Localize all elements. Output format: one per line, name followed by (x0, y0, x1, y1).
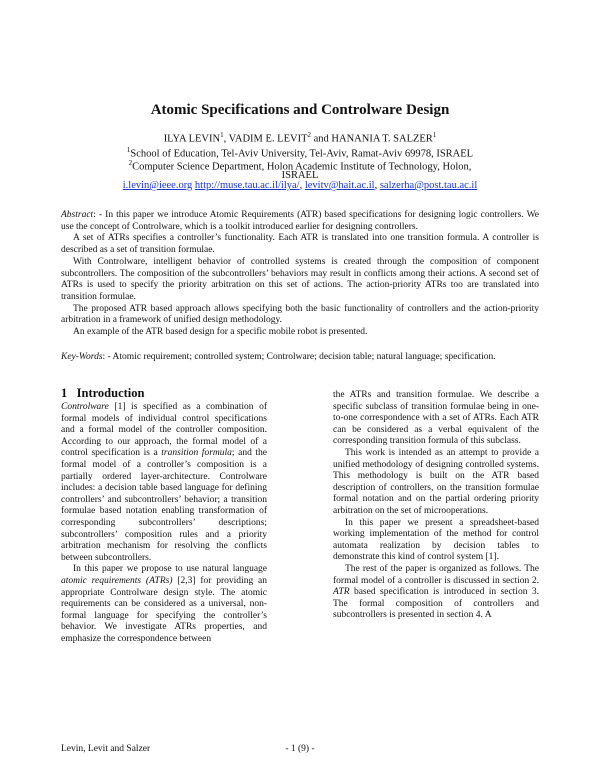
term-transition-formula: transition formula (161, 448, 232, 459)
abstract-p4: The proposed ATR based approach allows specifying both the basic functionality of controllers and the action-priority arbitration in a framework of unified design methodology. (61, 303, 539, 326)
abstract-p1-text: : - In this paper we introduce Atomic Requirements (ATR) based specifications for designing logic controllers. We use the concept of Controlware, which is a toolkit introduced earlier for designing controllers. (61, 210, 539, 232)
affil-1-text: School of Education, Tel-Aviv University, Tel-Aviv, Ramat-Aviv 69978, ISRAEL (130, 148, 474, 160)
affil-2-sup: 2 (128, 159, 133, 167)
abstract-label: Abstract (61, 210, 94, 220)
keywords-label: Key-Words (61, 352, 103, 362)
abstract-p5: An example of the ATR based design for a specific mobile robot is presented. (73, 327, 368, 338)
author-2-sup: 2 (307, 131, 311, 139)
left-p2-a: In this paper we propose to use natural language (73, 564, 267, 575)
keywords (61, 352, 539, 364)
email-link-3[interactable]: salzerha@post.tau.ac.il (379, 180, 478, 191)
author-3-sup: 1 (432, 131, 437, 139)
section-number: 1 (61, 386, 68, 400)
section-heading (61, 386, 144, 401)
left-p1 (61, 402, 267, 564)
right-column (333, 390, 539, 622)
right-p4-b: based specification is introduced in section 3. The formal composition of controllers and subcontrollers is presented in section 4. A (333, 587, 539, 621)
term-atr: atomic requirements (ATRs) (61, 575, 173, 586)
affiliation-2-cont: ISRAEL (281, 170, 319, 181)
left-p2-b: [2,3] for providing an appropriate Controlware design style. The atomic requirements can be considered as a universal, non-formal language for specifying the controller’s behavior. We investigate ATRs properties, and emphasize the correspondence between (61, 575, 267, 644)
right-p2: This work is intended as an attempt to provide a unified methodology of designing controlled systems. This methodology is built on the ATR based description of controllers, on the transition formulae formal notation and on the partial ordering priority arbitration on the set of microoperations. (333, 447, 539, 516)
author-2: , VADIM E. LEVIT (223, 133, 308, 145)
right-p4-a: The rest of the paper is organized as follows. The formal model of a controller is discussed in section 2. (333, 563, 539, 586)
footer-authors: Levin, Levit and Salzer (61, 744, 151, 754)
right-p4 (333, 564, 539, 622)
abstract-block (61, 210, 539, 339)
author-1-sup: 1 (220, 131, 224, 139)
abstract-p1 (61, 210, 539, 233)
section-title: Introduction (76, 386, 145, 400)
abstract-p2: A set of ATRs specifies a controller’s functionality. Each ATR is translated into one transition formula. A controller is described as a set of transition formulae. (61, 233, 539, 256)
left-p2 (61, 564, 267, 645)
email-link-1[interactable]: i.levin@ieee.org (122, 180, 193, 191)
abstract-p3: With Controlware, intelligent behavior of controlled systems is created through the composition of component subcontrollers. The composition of the subcontrollers’ behaviors may result in conflicts among their actions. A second set of ATRs is used to specify the priority arbitration on this set of actions. The action-priority ATRs too are translated into transition formulae. (61, 256, 539, 302)
homepage-link[interactable]: http://muse.tau.ac.il/ilya/ (194, 180, 300, 191)
term-controlware: Controlware (61, 402, 109, 412)
author-1: ILYA LEVIN (163, 133, 221, 145)
affil-1-sup: 1 (126, 146, 131, 154)
affil-2-text: Computer Science Department, Holon Academic Institute of Technology, Holon, (132, 161, 472, 173)
footer-page-number: - 1 (9) - (285, 744, 315, 754)
left-p1-b: ; and the formal model of a controller’s composition is a partially ordered layer-architecture. Controlware includes: a decision table based language for defining controllers’ and subcontrollers’ behavior; a transition formulae based notation enabling transformation of corresponding subcontrollers’ descriptions; subcontrollers’ composition rules and a priority arbitration mechanism for resolving the conflicts between subcontrollers. (61, 448, 267, 563)
left-p1-a: [1] is specified as a combination of formal models of individual control specifications and a formal model of the controller composition. According to our approach, the formal model of a control specification is a (61, 402, 267, 459)
right-p1: the ATRs and transition formulae. We describe a specific subclass of transition formulae being in one-to-one correspondence with a set of ATRs. Each ATR can be considered as a verbal equivalent of the corresponding transition formula of this subclass. (333, 390, 539, 447)
author-3: and HANANIA T. SALZER (311, 133, 433, 145)
left-column (61, 402, 267, 645)
keywords-text: : - Atomic requirement; controlled system; Controlware; decision table; natural language; specification. (102, 352, 496, 362)
email-link-2[interactable]: levitv@hait.ac.il (304, 180, 375, 191)
right-p3: In this paper we present a spreadsheet-based working implementation of the method for control automata realization by decision tables to demonstrate this kind of control system [1]. (333, 517, 539, 563)
paper-title: Atomic Specifications and Controlware Design (150, 102, 450, 118)
term-atr-2: ATR (333, 587, 350, 598)
email-line: i.levin@ieee.org http://muse.tau.ac.il/ilya/, levitv@hait.ac.il, salzerha@post.tau.ac.il (122, 180, 478, 191)
